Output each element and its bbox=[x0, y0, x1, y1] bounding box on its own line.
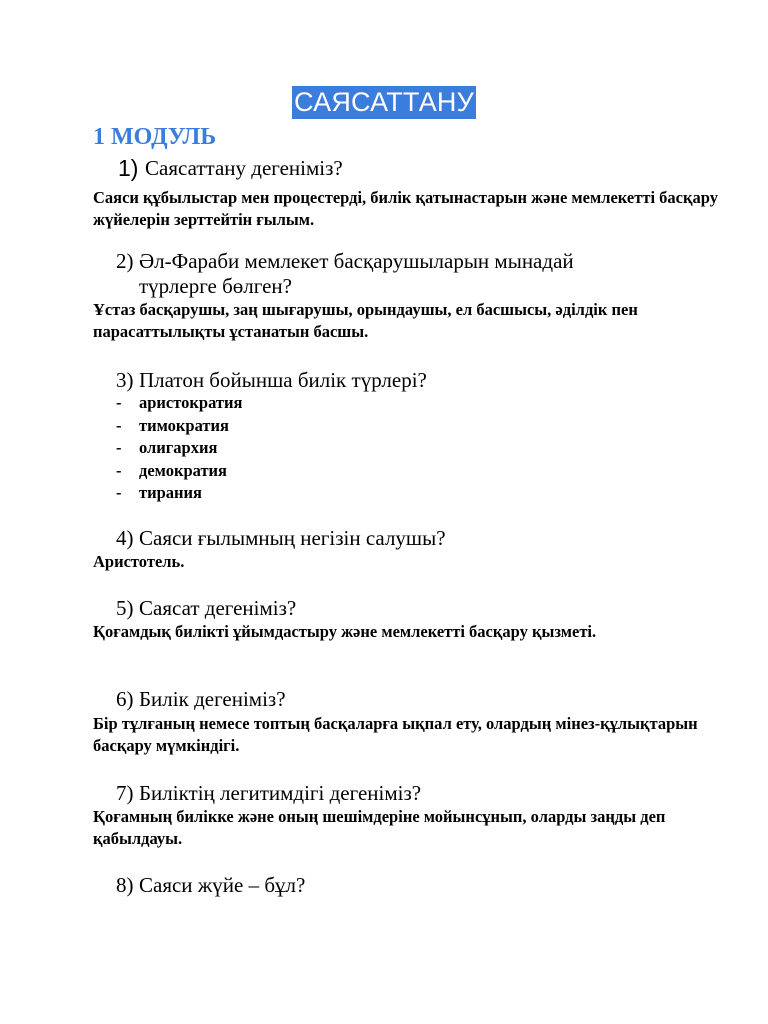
question-number: 2) bbox=[116, 249, 134, 273]
question-number: 8) bbox=[116, 873, 134, 897]
question-text: Платон бойынша билік түрлері? bbox=[139, 368, 427, 392]
list-item: - тимократия bbox=[116, 415, 229, 435]
question-text: Билік дегеніміз? bbox=[139, 687, 286, 711]
question-number: 4) bbox=[116, 526, 134, 550]
question-text-line-1: Әл-Фараби мемлекет басқарушыларын мынадай bbox=[139, 249, 574, 273]
list-item: - демократия bbox=[116, 460, 227, 480]
list-item: - олигархия bbox=[116, 438, 218, 457]
question-number: 5) bbox=[116, 596, 134, 620]
answer-1: Саяси құбылыстар мен процестерді, билік қатынастарын және мемлекетті басқару жүйелерін зерттейтін ғылым. bbox=[93, 188, 718, 229]
document-title: САЯСАТТАНУ bbox=[294, 87, 474, 117]
question-5 bbox=[116, 596, 296, 621]
title-wrap bbox=[0, 86, 768, 119]
question-text: Саяси ғылымның негізін салушы? bbox=[139, 526, 446, 550]
answer-4: Аристотель. bbox=[93, 552, 185, 571]
question-3 bbox=[116, 368, 427, 393]
question-number: 3) bbox=[116, 368, 134, 392]
question-number: 7) bbox=[116, 781, 134, 805]
answer-5: Қоғамдық билікті ұйымдастыру және мемлекетті басқару қызметі. bbox=[93, 622, 597, 641]
platon-power-types-list bbox=[116, 392, 242, 505]
question-text-line-2: түрлерге бөлген? bbox=[139, 274, 292, 298]
answer-7: Қоғамның билікке және оның шешімдеріне мойынсұнып, оларды заңды деп қабылдауы. bbox=[93, 807, 666, 848]
question-number: 6) bbox=[116, 687, 134, 711]
list-item: - тирания bbox=[116, 483, 202, 502]
question-text: Саясат дегеніміз? bbox=[139, 596, 297, 620]
question-text: Саясаттану дегеніміз? bbox=[145, 156, 343, 180]
question-1 bbox=[118, 156, 343, 182]
answer-2: Ұстаз басқарушы, заң шығарушы, орындаушы, ел басшысы, әділдік пен парасаттылықты ұстанатын басшы. bbox=[93, 300, 638, 341]
question-4 bbox=[116, 526, 446, 551]
question-text: Биліктің легитимдігі дегеніміз? bbox=[139, 781, 422, 805]
question-number: 1) bbox=[118, 155, 139, 181]
answer-6: Бір тұлғаның немесе топтың басқаларға ықпал ету, олардың мінез-құлықтарын басқару мүмкіндігі. bbox=[93, 714, 698, 755]
list-item: - аристократия bbox=[116, 393, 243, 412]
question-text: Саяси жүйе – бұл? bbox=[139, 873, 306, 897]
question-7 bbox=[116, 781, 421, 806]
question-6 bbox=[116, 687, 286, 712]
question-8 bbox=[116, 873, 305, 898]
module-heading: 1 МОДУЛЬ bbox=[93, 124, 217, 150]
question-2 bbox=[116, 249, 574, 299]
